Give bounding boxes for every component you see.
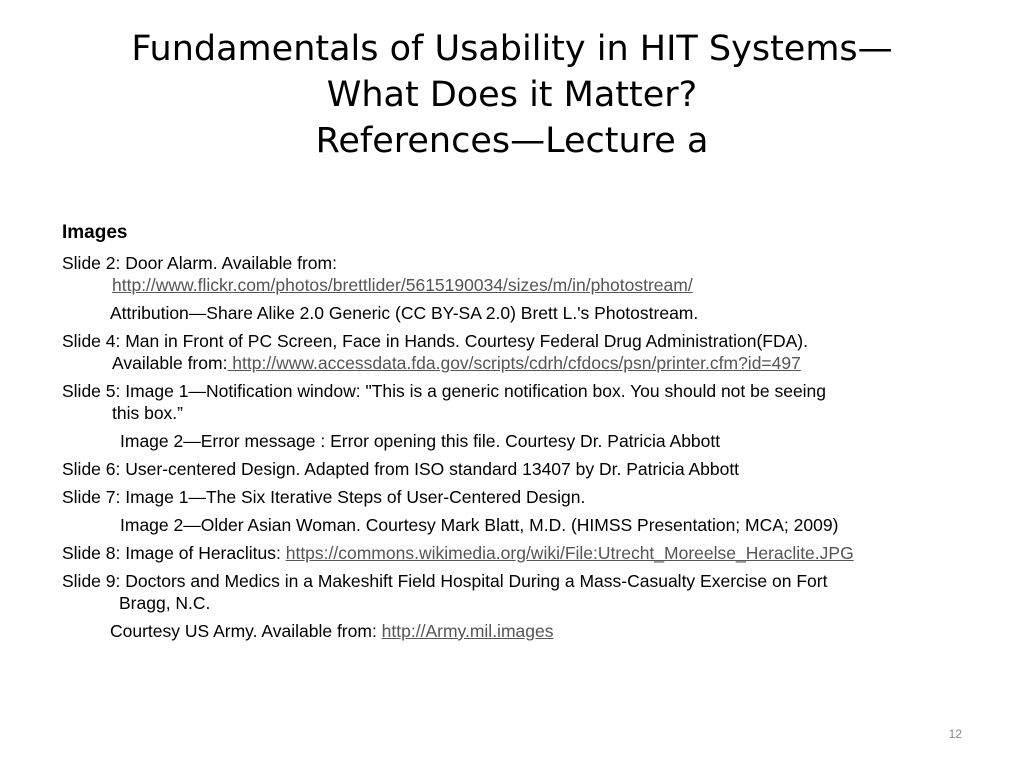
ref-slide-8-link[interactable]: https://commons.wikimedia.org/wiki/File:Utrecht_Moreelse_Heraclite.JPG [285,543,854,563]
title-line-2: What Does it Matter? [326,75,698,115]
ref-slide-7-image-2: Image 2—Older Asian Woman. Courtesy Mark Blatt, M.D. (HIMSS Presentation; MCA; 2009) [120,515,839,535]
ref-slide-5-text-cont: this box.” [112,403,183,423]
ref-slide-4-text: Slide 4: Man in Front of PC Screen, Face in Hands. Courtesy Federal Drug Administration(FDA). [62,331,808,351]
title-line-1: Fundamentals of Usability in HIT Systems— [131,29,893,69]
ref-slide-2-text: Slide 2: Door Alarm. Available from: [62,253,337,273]
ref-slide-2-link[interactable]: http://www.flickr.com/photos/brettlider/5615190034/sizes/m/in/photostream/ [112,275,693,295]
ref-slide-7: Slide 7: Image 1—The Six Iterative Steps of User-Centered Design. [62,487,586,507]
ref-slide-5-image-2: Image 2—Error message : Error opening this file. Courtesy Dr. Patricia Abbott [120,431,721,451]
title-line-3: References—Lecture a [315,121,709,161]
ref-slide-9-courtesy [62,620,982,642]
section-heading: Images [62,222,128,243]
references-body [62,222,982,648]
slide-title [40,26,984,164]
ref-slide-8 [62,542,982,564]
ref-slide-2-attribution: Attribution—Share Alike 2.0 Generic (CC BY-SA 2.0) Brett L.'s Photostream. [110,303,699,323]
ref-slide-9-link[interactable]: http://Army.mil.images [381,621,554,641]
ref-slide-4-available: Available from: [112,353,228,373]
ref-slide-8-text: Slide 8: Image of Heraclitus: [62,543,286,563]
ref-slide-9-text: Slide 9: Doctors and Medics in a Makeshift Field Hospital During a Mass-Casualty Exercise on Fort [62,571,828,591]
ref-slide-9 [62,570,982,614]
ref-slide-5-text: Slide 5: Image 1—Notification window: "This is a generic notification box. You should not be seeing [62,381,827,401]
ref-slide-4 [62,330,982,374]
ref-slide-2 [62,252,982,296]
ref-slide-4-link[interactable]: http://www.accessdata.fda.gov/scripts/cdrh/cfdocs/psn/printer.cfm?id=497 [227,353,801,373]
page-number: 12 [948,727,962,741]
ref-slide-9-text-cont: Bragg, N.C. [119,593,211,613]
ref-slide-6: Slide 6: User-centered Design. Adapted from ISO standard 13407 by Dr. Patricia Abbott [62,459,740,479]
ref-slide-5 [62,380,982,424]
ref-slide-9-courtesy-text: Courtesy US Army. Available from: [110,621,382,641]
